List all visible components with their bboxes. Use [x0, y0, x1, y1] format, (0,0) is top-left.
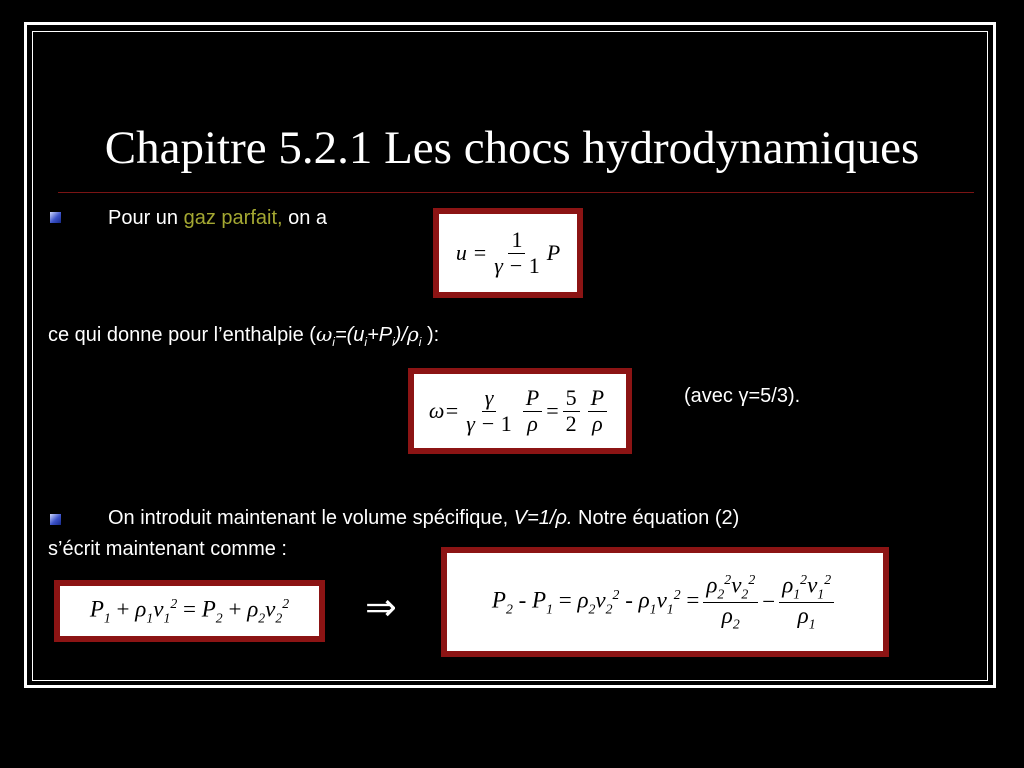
equation-enthalpy-content: ω= $\frac{\gamma}{\gamma - 1}$ $\frac{P}{\rho}$ = $\frac{5}{2}$ $\frac{P}{\rho}$ — [414, 374, 626, 448]
bullet2-line2: s’écrit maintenant comme : — [48, 538, 287, 560]
equation-internal-energy-content: u = $\frac{1}{\gamma - 1}$ P — [455, 227, 561, 278]
enthalpy-post: ): — [421, 324, 440, 346]
bullet2-formula: V=1/ρ. — [513, 507, 573, 529]
bullet2-post: Notre équation (2) — [572, 507, 740, 529]
bullet-icon — [50, 514, 61, 525]
bullet2-line1 — [108, 506, 739, 530]
equation-momentum-rearranged — [441, 547, 889, 657]
equation-momentum-content: $P_1 + \rho_1v_1^2 = P_2 + \rho_2v_2^2$ — [89, 595, 290, 626]
bullet2-pre: On introduit maintenant le volume spécifique, — [108, 507, 514, 529]
enthalpy-formula: $\omega_i=(u_i+P_i)/\rho_i$ — [315, 322, 422, 349]
bullet1-post: on a — [282, 207, 328, 229]
slide-title: Chapitre 5.2.1 Les chocs hydrodynamiques — [104, 122, 920, 174]
enthalpy-line — [48, 322, 439, 354]
bullet1-highlight: gaz parfait, — [183, 207, 283, 229]
equation-internal-energy — [433, 208, 583, 298]
gamma-note: (avec γ=5/3). — [684, 385, 801, 407]
bullet-icon — [50, 212, 61, 223]
equation-momentum — [54, 580, 325, 642]
implies-arrow: ⇒ — [365, 585, 397, 629]
bullet1-text — [108, 206, 327, 230]
equation-momentum-rearranged-content: $P_2 - P_1 = \rho_2v_2^2 - \rho_1v_1^2$ = $\frac{\rho_2^2v_2^2}{\rho_2}$ − $\frac{\rho_1^2v_1^2}{\rho_1}$ — [447, 553, 883, 651]
equation-enthalpy — [408, 368, 632, 454]
title-divider — [58, 192, 974, 193]
enthalpy-pre: ce qui donne pour l’enthalpie ( — [48, 324, 316, 346]
bullet1-pre: Pour un — [108, 207, 184, 229]
